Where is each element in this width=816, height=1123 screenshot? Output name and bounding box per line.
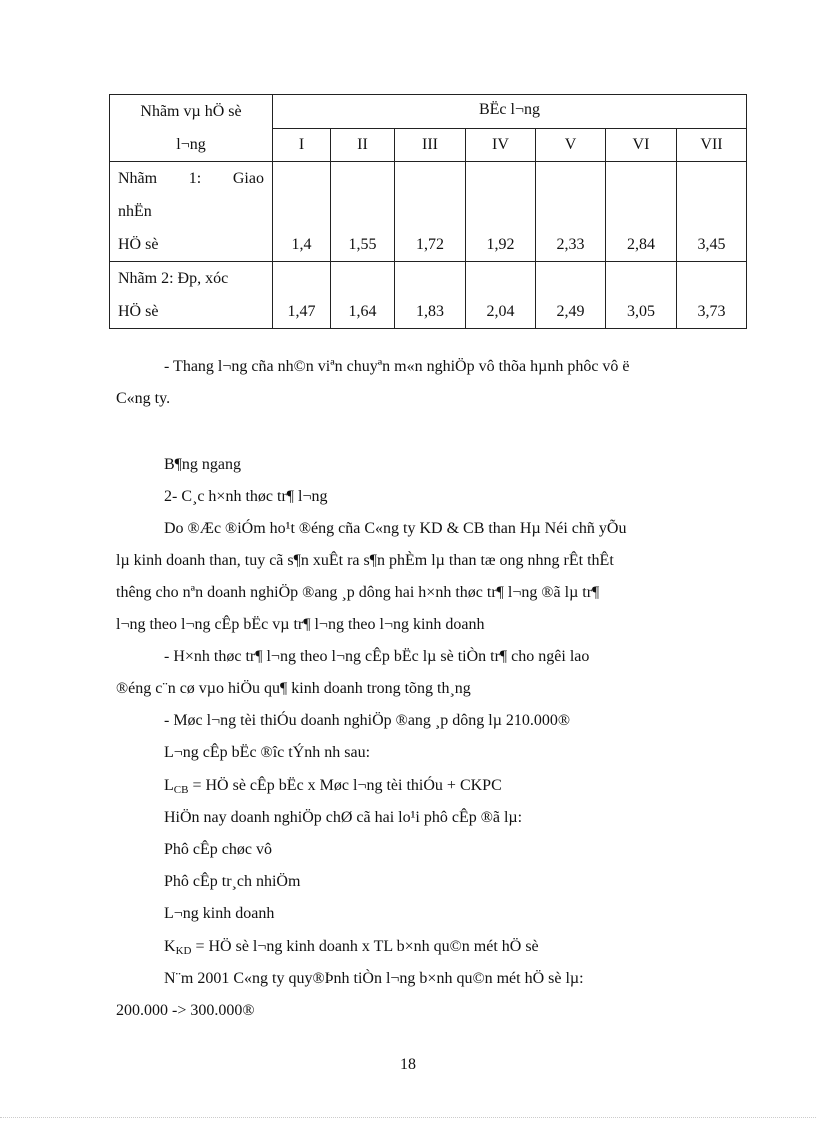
paragraph-line: 200.000 -> 300.000® — [116, 1002, 255, 1019]
formula-subscript: CB — [173, 784, 189, 796]
group-name-line2: nhËn — [118, 203, 152, 220]
footer-divider — [0, 1117, 816, 1118]
paragraph-line: l¬ng theo l¬ng cÊp bËc vµ tr¶ l¬ng theo l¬ng kinh doanh — [116, 616, 485, 633]
formula-lcb — [164, 776, 740, 796]
page-number: 18 — [400, 1056, 416, 1073]
formula-rhs: = HÖ sè cÊp bËc x Møc l¬ng tèi thiÓu + CKPC — [188, 777, 502, 794]
formula-rhs: = HÖ sè l¬ng kinh doanh x TL b×nh qu©n mét hÖ sè — [191, 938, 539, 955]
group-name-line1: Nhãm 2: Đp, xóc — [118, 270, 229, 287]
paragraph-line: - H×nh thøc tr¶ l¬ng theo l¬ng cÊp bËc lµ sè tiÒn tr¶ cho ngêi lao — [164, 648, 590, 665]
formula-kkd — [164, 937, 740, 957]
group-header-cell — [110, 95, 273, 162]
coefficient-cell: 1,55 — [331, 162, 395, 262]
formula-lhs: K — [164, 938, 176, 955]
section-heading: 2- C¸c h×nh thøc tr¶ l¬ng — [164, 488, 328, 505]
grade-label: II — [331, 128, 395, 162]
group-name-cell — [110, 262, 273, 329]
grade-label: IV — [466, 128, 536, 162]
grade-header-cell: BËc l¬ng — [273, 95, 747, 129]
group-name-line2: HÖ sè — [118, 303, 159, 320]
group-name-line3: HÖ sè — [118, 236, 159, 253]
coefficient-cell: 3,45 — [677, 162, 747, 262]
paragraph-line: HiÖn nay doanh nghiÖp chØ cã hai lo¹i phô cÊp ®ã lµ: — [164, 809, 523, 826]
group-name-line1 — [118, 162, 264, 195]
group-header-line2: l¬ng — [176, 136, 206, 153]
coefficient-cell: 3,05 — [606, 262, 677, 329]
paragraph-line: thêng cho nªn doanh nghiÖp ®ang ¸p dông hai h×nh thøc tr¶ l¬ng ®ã lµ tr¶ — [116, 584, 600, 601]
paragraph-line: Phô cÊp chøc vô — [164, 841, 272, 858]
formula-subscript: KD — [175, 945, 192, 957]
word: Nhãm — [118, 170, 158, 187]
paragraph-line: L¬ng kinh doanh — [164, 905, 275, 922]
formula-lhs: L — [164, 777, 174, 794]
paragraph-line: Do ®Æc ®iÓm ho¹t ®éng cña C«ng ty KD & CB than Hµ Néi chñ yÕu — [164, 520, 627, 537]
paragraph-line: lµ kinh doanh than, tuy cã s¶n xuÊt ra s¶n phÈm lµ than tæ ong nhng rÊt thÊt — [116, 552, 614, 569]
paragraph-line: - Thang l¬ng cña nh©n viªn chuyªn m«n nghiÖp vô thõa hµnh phôc vô ë — [164, 358, 630, 375]
paragraph-line: L¬ng cÊp bËc ®îc tÝnh nh sau: — [164, 744, 371, 761]
coefficient-cell: 2,04 — [466, 262, 536, 329]
paragraph-line: - Møc l¬ng tèi thiÓu doanh nghiÖp ®ang ¸p dông lµ 210.000® — [164, 712, 571, 729]
salary-grade-table — [109, 94, 747, 329]
coefficient-cell: 1,4 — [273, 162, 331, 262]
grade-label: V — [536, 128, 606, 162]
paragraph-line: N¨m 2001 C«ng ty quy®Þnh tiÒn l¬ng b×nh qu©n mét hÖ sè lµ: — [164, 970, 584, 987]
table-header-row — [110, 95, 747, 129]
paragraph-line: B¶ng ngang — [164, 456, 242, 473]
coefficient-cell: 2,49 — [536, 262, 606, 329]
coefficient-cell: 1,92 — [466, 162, 536, 262]
group-header-line1: Nhãm vµ hÖ sè — [140, 103, 242, 120]
coefficient-cell: 1,64 — [331, 262, 395, 329]
coefficient-cell: 1,83 — [395, 262, 466, 329]
paragraph-line: ®éng c¨n cø vµo hiÖu qu¶ kinh doanh trong tõng th¸ng — [116, 680, 471, 697]
coefficient-cell: 2,33 — [536, 162, 606, 262]
coefficient-cell: 1,72 — [395, 162, 466, 262]
group-name-cell — [110, 162, 273, 262]
grade-label: VII — [677, 128, 747, 162]
paragraph-line: C«ng ty. — [116, 390, 171, 407]
table-row — [110, 162, 747, 262]
paragraph-line: Phô cÊp tr¸ch nhiÖm — [164, 873, 301, 890]
coefficient-cell: 1,47 — [273, 262, 331, 329]
coefficient-cell: 2,84 — [606, 162, 677, 262]
word: Giao — [232, 170, 264, 187]
table-row — [110, 262, 747, 329]
coefficient-cell: 3,73 — [677, 262, 747, 329]
grade-label: VI — [606, 128, 677, 162]
grade-label: I — [273, 128, 331, 162]
word: 1: — [188, 170, 202, 187]
grade-label: III — [395, 128, 466, 162]
